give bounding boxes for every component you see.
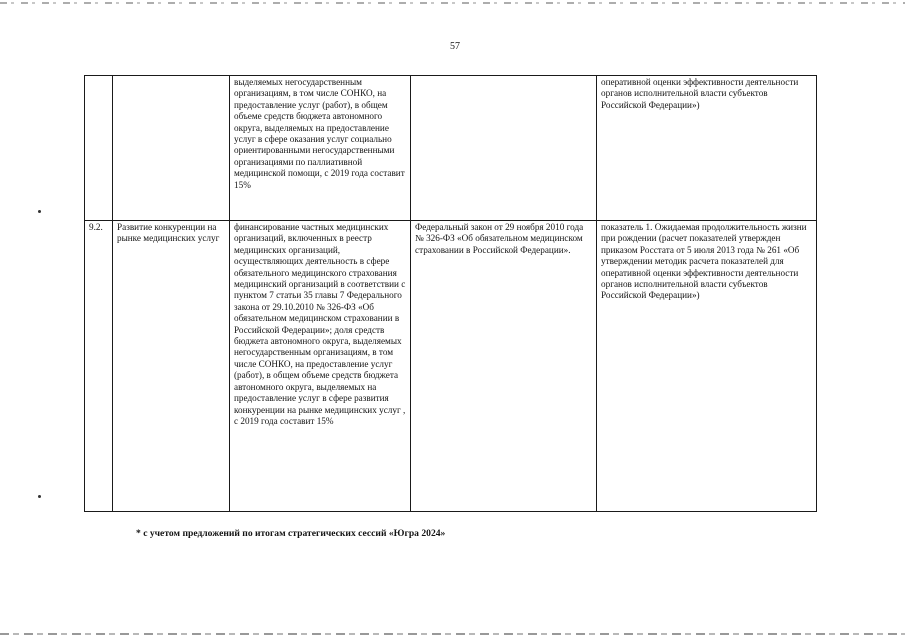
scan-edge-top (0, 2, 905, 4)
scan-speck (38, 210, 41, 213)
cell-description: выделяемых негосударственным организациям, в том числе СОНКО, на предоставление услуг (работ), в общем объеме средств бюджета автономного округа, выделяемых на предоставление услуг в сфере оказания услуг социально ориентированными негосударственными организациями по паллиативной медицинской помощи, с 2019 года составит 15% (230, 76, 411, 221)
page-number: 57 (450, 41, 460, 52)
program-table (84, 75, 817, 512)
footnote: * с учетом предложений по итогам стратегических сессий «Югра 2024» (136, 528, 446, 539)
cell-name: Развитие конкуренции на рынке медицинских услуг (113, 221, 230, 512)
cell-law (411, 76, 597, 221)
cell-indicator: показатель 1. Ожидаемая продолжительность жизни при рождении (расчет показателей утвержден приказом Росстата от 5 июля 2013 года № 261 «Об утверждении методик расчета показателей для оперативной оценки эффективности деятельности органов исполнительной власти субъектов Российской Федерации») (597, 221, 817, 512)
scan-edge-bottom (0, 633, 905, 635)
scan-speck (38, 495, 41, 498)
cell-number (85, 76, 113, 221)
cell-description: финансирование частных медицинских организаций, включенных в реестр медицинских организаций, осуществляющих деятельность в сфере обязательного медицинского страхования медицинский организаций в соответствии с пунктом 7 статьи 35 главы 7 Федерального закона от 29.10.2010 № 326-ФЗ «Об обязательном медицинском страховании в Российской Федерации»; доля средств бюджета автономного округа, выделяемых негосударственным организациям, в том числе СОНКО, на предоставление услуг (работ), в общем объеме средств бюджета автономного округа, выделяемых на предоставление услуг в сфере развития конкуренции на рынке медицинских услуг , с 2019 года составит 15% (230, 221, 411, 512)
table-row-continuation (85, 76, 817, 221)
cell-number: 9.2. (85, 221, 113, 512)
cell-indicator: оперативной оценки эффективности деятельности органов исполнительной власти субъектов Российской Федерации») (597, 76, 817, 221)
cell-name (113, 76, 230, 221)
table-row-9-2 (85, 221, 817, 512)
cell-law: Федеральный закон от 29 ноября 2010 года № 326-ФЗ «Об обязательном медицинском страховании в Российской Федерации». (411, 221, 597, 512)
